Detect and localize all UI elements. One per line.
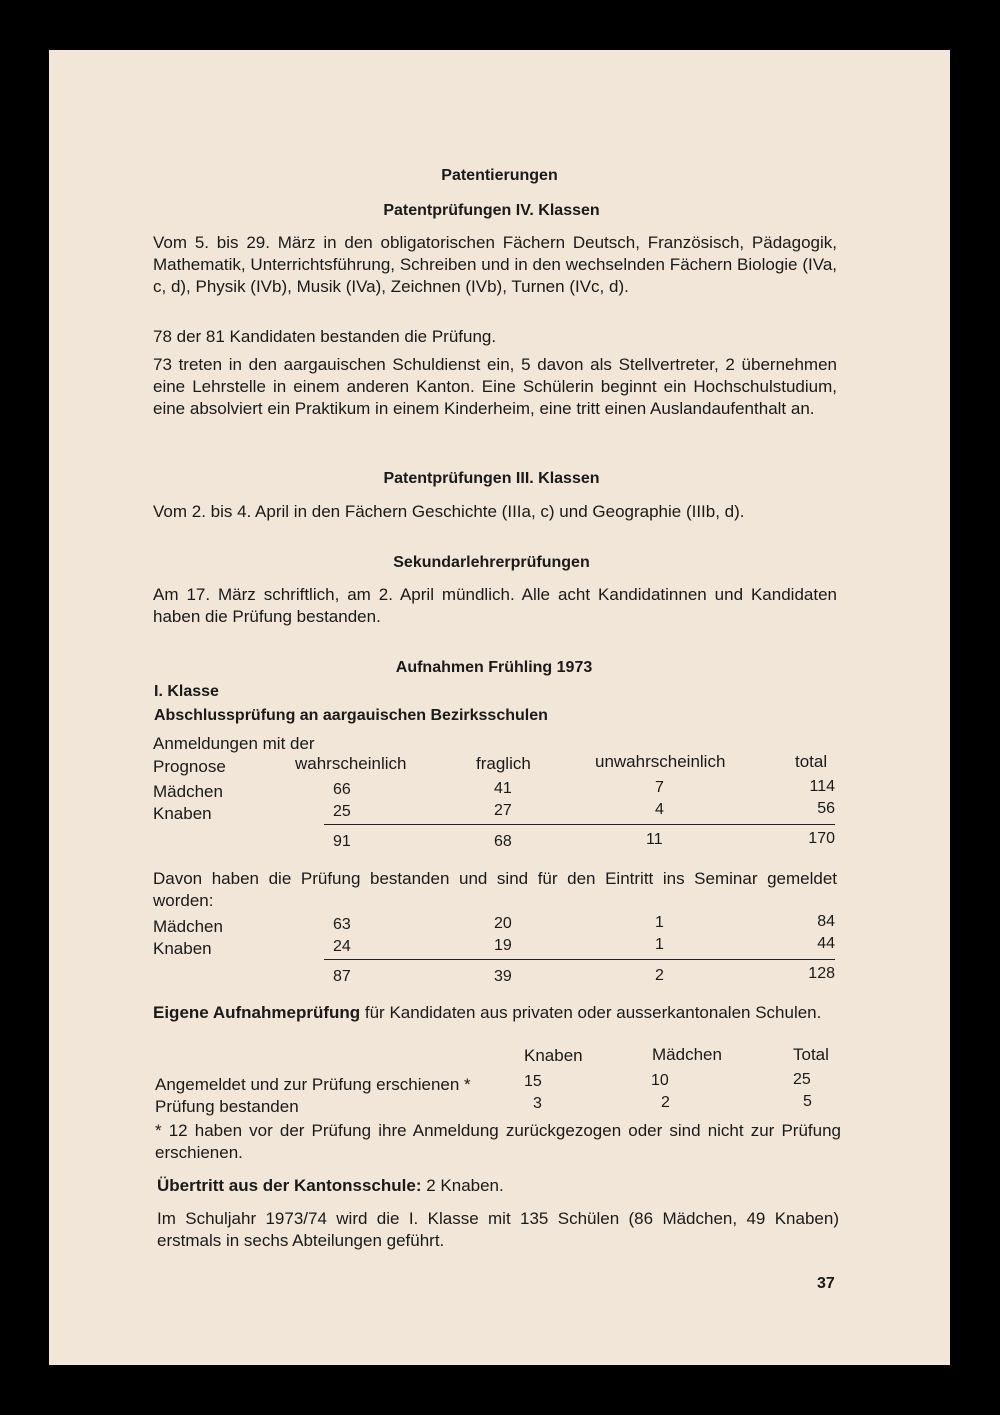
section1-title: Patentprüfungen IV. Klassen — [383, 202, 600, 219]
table3-cell: 15 — [524, 1073, 542, 1090]
section4-title: Aufnahmen Frühling 1973 — [395, 659, 593, 676]
between-text: Davon haben die Prüfung bestanden und sind für den Eintritt ins Seminar gemeldet worden: — [153, 869, 837, 910]
table2-total: 39 — [494, 968, 512, 985]
section1-para3: 73 treten in den aargauischen Schuldienst ein, 5 davon als Stellvertreter, 2 übernehmen eine Lehrstelle in einem anderen Kanton. Eine Schülerin beginnt ein Hochschulstudium, eine absolviert ein Praktikum in einem Kinderheim, eine tritt einen Auslandaufenthalt an. — [153, 355, 837, 418]
eigene-rest: für Kandidaten aus privaten oder ausserkantonalen Schulen. — [360, 1003, 822, 1022]
table2-cell: 1 — [655, 914, 664, 931]
eigene-paragraph — [153, 1002, 837, 1024]
table1-col-fraglich: fraglich — [476, 754, 531, 773]
table3-cell: 3 — [533, 1095, 542, 1112]
table2-cell: 24 — [333, 938, 351, 955]
footnote: * 12 haben vor der Prüfung ihre Anmeldung zurückgezogen oder sind nicht zur Prüfung erschienen. — [155, 1121, 841, 1162]
table2-row-label: Mädchen — [153, 917, 223, 936]
section3-title: Sekundarlehrerprüfungen — [393, 554, 590, 571]
table3-cell: 10 — [651, 1072, 669, 1089]
section2-title: Patentprüfungen III. Klassen — [383, 470, 600, 487]
table2-cell: 1 — [655, 936, 664, 953]
table1-cell: 25 — [333, 803, 351, 820]
table2-total: 128 — [808, 965, 835, 982]
table2-row-label: Knaben — [153, 939, 212, 958]
section3-para: Am 17. März schriftlich, am 2. April mündlich. Alle acht Kandidatinnen und Kandidaten haben die Prüfung bestanden. — [153, 585, 837, 626]
page-number: 37 — [817, 1275, 835, 1292]
eigene-bold: Eigene Aufnahmeprüfung — [153, 1003, 361, 1022]
table3-row-label: Prüfung bestanden — [155, 1097, 299, 1116]
schuljahr-paragraph: Im Schuljahr 1973/74 wird die I. Klasse mit 135 Schülen (86 Mädchen, 49 Knaben) erstmals in sechs Abteilungen geführt. — [157, 1209, 839, 1250]
table1-col-wahrscheinlich: wahrscheinlich — [295, 754, 407, 773]
table1-col-unwahrscheinlich: unwahrscheinlich — [595, 752, 726, 771]
table1-cell: 66 — [333, 781, 351, 798]
document-page — [49, 50, 950, 1365]
section1-para1: Vom 5. bis 29. März in den obligatorischen Fächern Deutsch, Französisch, Pädagogik, Mathematik, Unterrichtsführung, Schreiben und in den wechselnden Fächern Biologie (IVa, c, d), Physik (IVb), Musik (IVa), Zeichnen (IVb), Turnen (IVc, d). — [153, 233, 837, 296]
table1-cell: 41 — [494, 780, 512, 797]
uebertritt-bold: Übertritt aus der Kantonsschule: — [157, 1176, 422, 1195]
table1-row-label: Mädchen — [153, 782, 223, 801]
section1-para2: 78 der 81 Kandidaten bestanden die Prüfung. — [153, 327, 497, 346]
table3-col-total: Total — [793, 1045, 829, 1064]
table1-total: 11 — [646, 831, 663, 848]
table1-cell: 27 — [494, 802, 512, 819]
table1-cell: 4 — [655, 801, 664, 818]
table3-col-maedchen: Mädchen — [652, 1045, 722, 1064]
table1-cell: 7 — [655, 779, 664, 796]
main-heading: Patentierungen — [441, 167, 558, 184]
section4-subtitle: Abschlussprüfung an aargauischen Bezirksschulen — [154, 707, 548, 724]
table1-col-total: total — [795, 752, 828, 771]
table1-total: 91 — [333, 833, 351, 850]
section2-para: Vom 2. bis 4. April in den Fächern Geschichte (IIIa, c) und Geographie (IIIb, d). — [153, 502, 745, 521]
table2-cell: 84 — [817, 913, 835, 930]
table3-row-label: Angemeldet und zur Prüfung erschienen * — [155, 1075, 471, 1094]
table2-rule — [324, 959, 835, 960]
table1-cell: 114 — [809, 778, 835, 795]
table2-total: 2 — [655, 967, 664, 984]
table1-row-label: Knaben — [153, 804, 212, 823]
table2-cell: 44 — [817, 935, 835, 952]
table3-col-knaben: Knaben — [524, 1046, 583, 1065]
table3-cell: 25 — [793, 1071, 811, 1088]
table3-cell: 5 — [803, 1093, 812, 1110]
uebertritt-line — [157, 1175, 504, 1197]
table2-total: 87 — [333, 968, 351, 985]
table2-cell: 19 — [494, 937, 512, 954]
table2-cell: 63 — [333, 916, 351, 933]
klasse-label: I. Klasse — [154, 683, 219, 700]
uebertritt-rest: 2 Knaben. — [421, 1176, 504, 1195]
table1-total: 170 — [808, 830, 835, 847]
table1-header-label: Prognose — [153, 757, 226, 776]
table1-total: 68 — [494, 833, 512, 850]
table1-rule — [324, 824, 835, 825]
table1-header-line1: Anmeldungen mit der — [153, 734, 315, 753]
table2-cell: 20 — [494, 915, 512, 932]
table3-cell: 2 — [661, 1094, 670, 1111]
table1-cell: 56 — [817, 800, 835, 817]
